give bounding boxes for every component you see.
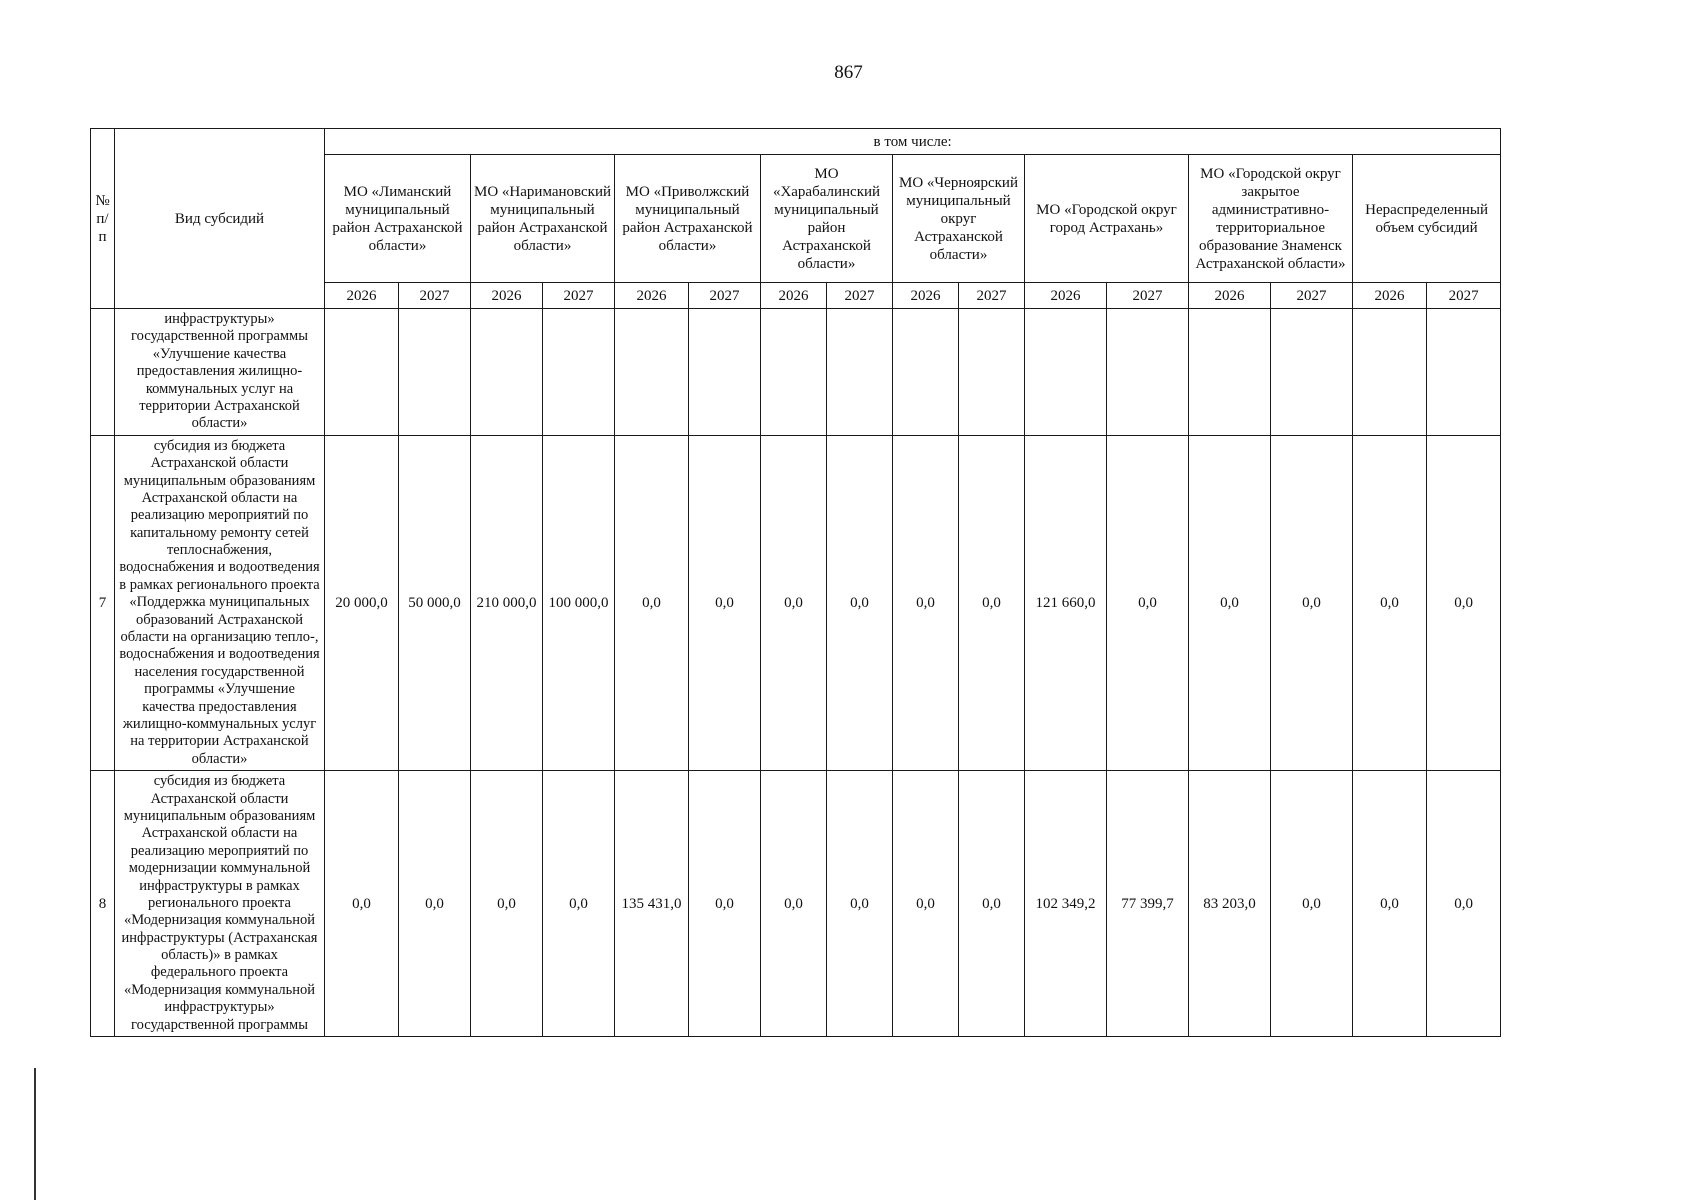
value-cell: 210 000,0 (471, 435, 543, 770)
value-cell: 0,0 (761, 771, 827, 1037)
year-2026: 2026 (471, 283, 543, 309)
subsidy-description: инфраструктуры» государственной программы «Улучшение качества предоставления жилищно-коммунальных услуг на территории Астраханской области» (115, 309, 325, 436)
header-mo-astrakhan-city: МО «Городской округ город Астрахань» (1025, 155, 1189, 283)
value-cell: 102 349,2 (1025, 771, 1107, 1037)
value-cell: 0,0 (543, 771, 615, 1037)
header-mo-limansky: МО «Лиманский муниципальный район Астраханской области» (325, 155, 471, 283)
value-cell: 100 000,0 (543, 435, 615, 770)
header-mo-chernoyarsky: МО «Черноярский муниципальный округ Астраханской области» (893, 155, 1025, 283)
value-cell: 0,0 (1427, 435, 1501, 770)
value-cell: 0,0 (689, 771, 761, 1037)
value-cell (1427, 309, 1501, 436)
value-cell (761, 309, 827, 436)
year-2027: 2027 (1107, 283, 1189, 309)
header-unallocated: Нераспределенный объем субсидий (1353, 155, 1501, 283)
value-cell: 0,0 (959, 435, 1025, 770)
value-cell: 0,0 (1353, 771, 1427, 1037)
value-cell (1025, 309, 1107, 436)
subsidy-table (90, 128, 1501, 1037)
value-cell (1271, 309, 1353, 436)
value-cell: 20 000,0 (325, 435, 399, 770)
value-cell: 0,0 (1427, 771, 1501, 1037)
year-2027: 2027 (1427, 283, 1501, 309)
table-row (91, 771, 1501, 1037)
value-cell (543, 309, 615, 436)
subsidy-description: субсидия из бюджета Астраханской области муниципальным образованиям Астраханской области на реализацию мероприятий по капитальному ремонту сетей теплоснабжения, водоснабжения и водоотведения в рамках регионального проекта «Поддержка муниципальных образований Астраханской области на организацию тепло-, водоснабжения и водоотведения населения государственной программы «Улучшение качества предоставления жилищно-коммунальных услуг на территории Астраханской области» (115, 435, 325, 770)
row-number (91, 309, 115, 436)
value-cell (615, 309, 689, 436)
value-cell (893, 309, 959, 436)
value-cell: 0,0 (959, 771, 1025, 1037)
header-mo-privolzhsky: МО «Приволжский муниципальный район Астраханской области» (615, 155, 761, 283)
year-2026: 2026 (1353, 283, 1427, 309)
row-number: 7 (91, 435, 115, 770)
value-cell: 135 431,0 (615, 771, 689, 1037)
header-no: № п/п (91, 129, 115, 309)
year-2026: 2026 (761, 283, 827, 309)
year-2026: 2026 (893, 283, 959, 309)
value-cell (325, 309, 399, 436)
value-cell: 50 000,0 (399, 435, 471, 770)
scan-edge-line (34, 1068, 36, 1200)
header-group-title: в том числе: (325, 129, 1501, 155)
table-row (91, 435, 1501, 770)
table-row (91, 309, 1501, 436)
year-2026: 2026 (1025, 283, 1107, 309)
row-number: 8 (91, 771, 115, 1037)
header-mo-kharabalinsky: МО «Харабалинский муниципальный район Астраханской области» (761, 155, 893, 283)
value-cell (959, 309, 1025, 436)
year-2027: 2027 (1271, 283, 1353, 309)
value-cell: 0,0 (827, 771, 893, 1037)
value-cell: 0,0 (1107, 435, 1189, 770)
year-2027: 2027 (543, 283, 615, 309)
value-cell: 0,0 (689, 435, 761, 770)
value-cell: 0,0 (827, 435, 893, 770)
value-cell: 0,0 (615, 435, 689, 770)
header-subsidy-type: Вид субсидий (115, 129, 325, 309)
page-number: 867 (834, 62, 863, 83)
value-cell: 0,0 (399, 771, 471, 1037)
value-cell (399, 309, 471, 436)
year-2027: 2027 (827, 283, 893, 309)
value-cell (689, 309, 761, 436)
value-cell: 0,0 (471, 771, 543, 1037)
value-cell: 0,0 (893, 435, 959, 770)
year-2026: 2026 (325, 283, 399, 309)
value-cell: 0,0 (761, 435, 827, 770)
value-cell: 83 203,0 (1189, 771, 1271, 1037)
value-cell: 0,0 (1189, 435, 1271, 770)
year-2026: 2026 (1189, 283, 1271, 309)
header-mo-znamensk: МО «Городской округ закрытое административно-территориальное образование Знаменск Астраханской области» (1189, 155, 1353, 283)
year-2026: 2026 (615, 283, 689, 309)
value-cell (1189, 309, 1271, 436)
value-cell: 77 399,7 (1107, 771, 1189, 1037)
year-2027: 2027 (399, 283, 471, 309)
year-2027: 2027 (959, 283, 1025, 309)
value-cell (1353, 309, 1427, 436)
value-cell (1107, 309, 1189, 436)
value-cell: 0,0 (893, 771, 959, 1037)
value-cell: 0,0 (1271, 435, 1353, 770)
value-cell: 121 660,0 (1025, 435, 1107, 770)
value-cell (471, 309, 543, 436)
value-cell: 0,0 (1353, 435, 1427, 770)
year-2027: 2027 (689, 283, 761, 309)
value-cell: 0,0 (325, 771, 399, 1037)
subsidy-description: субсидия из бюджета Астраханской области муниципальным образованиям Астраханской области на реализацию мероприятий по модернизации коммунальной инфраструктуры в рамках регионального проекта «Модернизация коммунальной инфраструктуры (Астраханская область)» в рамках федерального проекта «Модернизация коммунальной инфраструктуры» государственной программы (115, 771, 325, 1037)
value-cell: 0,0 (1271, 771, 1353, 1037)
value-cell (827, 309, 893, 436)
header-mo-narimanovsky: МО «Наримановский муниципальный район Астраханской области» (471, 155, 615, 283)
